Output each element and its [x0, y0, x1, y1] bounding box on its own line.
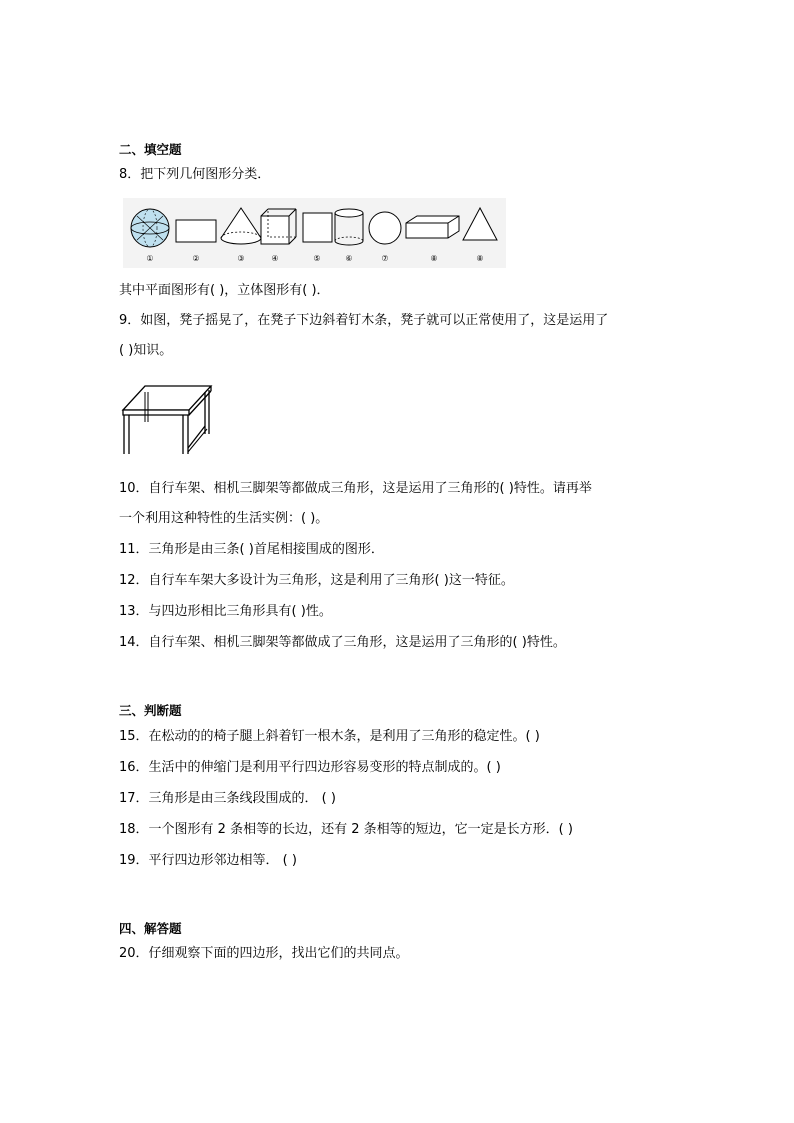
- question-10-line-2: 一个利用这种特性的生活实例：( )。: [119, 511, 329, 526]
- question-16: 16．生活中的伸缩门是利用平行四边形容易变形的特点制成的。( ): [119, 760, 501, 775]
- question-9-line-2: ( )知识。: [119, 343, 173, 358]
- question-20: 20．仔细观察下面的四边形，找出它们的共同点。: [119, 946, 409, 961]
- section-4-heading: 四、解答题: [119, 921, 182, 936]
- geometric-shapes-figure: [123, 198, 506, 268]
- question-17: 17．三角形是由三条线段围成的． ( ): [119, 791, 336, 806]
- question-14: 14．自行车架、相机三脚架等都做成了三角形，这是运用了三角形的( )特性。: [119, 635, 566, 650]
- question-11: 11．三角形是由三条( )首尾相接围成的图形．: [119, 542, 384, 557]
- shape-label: ⑧: [476, 254, 484, 263]
- cuboid-shape: [406, 216, 459, 238]
- question-15: 15．在松动的的椅子腿上斜着钉一根木条，是利用了三角形的稳定性。( ): [119, 729, 540, 744]
- circle-shape: [369, 212, 401, 244]
- question-9-line-1: 9．如图，凳子摇晃了，在凳子下边斜着钉木条，凳子就可以正常使用了，这是运用了: [119, 313, 609, 328]
- shape-label: ⑥: [345, 254, 353, 263]
- question-10-line-1: 10．自行车架、相机三脚架等都做成三角形，这是运用了三角形的( )特性。请再举: [119, 481, 592, 496]
- question-12: 12．自行车车架大多设计为三角形，这是利用了三角形( )这一特征。: [119, 573, 514, 588]
- cylinder-shape: [335, 209, 363, 245]
- question-13: 13．与四边形相比三角形具有( )性。: [119, 604, 332, 619]
- shape-label: ②: [192, 254, 200, 263]
- section-2-heading: 二、填空题: [119, 142, 182, 157]
- shape-label: ④: [271, 254, 279, 263]
- sphere-shape: [131, 209, 169, 247]
- question-8: 8．把下列几何图形分类．: [119, 167, 271, 182]
- shape-label: ⑤: [313, 254, 321, 263]
- question-19: 19．平行四边形邻边相等． ( ): [119, 853, 297, 868]
- square-shape: [303, 213, 332, 242]
- shape-label: ①: [146, 254, 154, 263]
- shape-label: ③: [237, 254, 245, 263]
- triangle-shape: [463, 208, 497, 240]
- question-18: 18．一个图形有 2 条相等的长边，还有 2 条相等的短边，它一定是长方形．( ): [119, 822, 573, 837]
- cone-shape: [221, 208, 261, 244]
- shape-label: ⑦: [381, 254, 389, 263]
- section-3-heading: 三、判断题: [119, 703, 182, 718]
- question-8-answer: 其中平面图形有( )，立体图形有( )．: [119, 283, 330, 298]
- cube-shape: [261, 209, 296, 244]
- shape-label: ⑧: [430, 254, 438, 263]
- rectangle-shape: [176, 220, 216, 242]
- stool-figure: [117, 382, 213, 456]
